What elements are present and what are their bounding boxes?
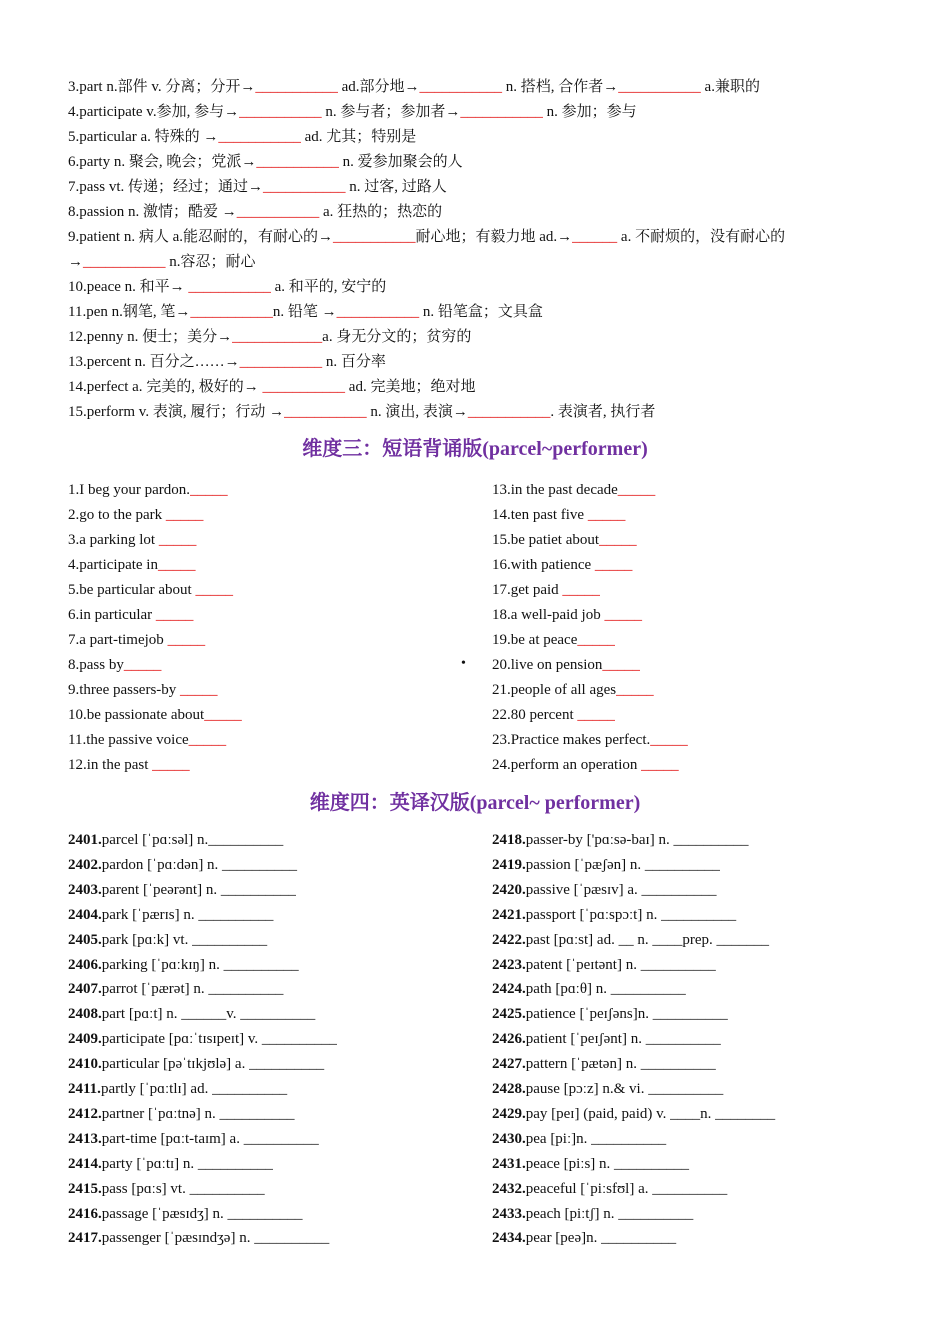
answer-blank[interactable]: ___________: [236, 204, 320, 220]
answer-blank[interactable]: ___________: [218, 129, 301, 145]
phrase-item: [492, 630, 615, 650]
line-text: 7.pass vt. 传递；经过；通过→: [68, 179, 264, 195]
line-text: 3.part n.部件 v. 分离；分开→: [68, 79, 256, 95]
answer-blank[interactable]: _____: [165, 507, 204, 523]
vocab-number: 2408.: [68, 1006, 102, 1023]
phrase-text: 6.in particular: [68, 607, 156, 623]
phrase-item: [492, 655, 640, 675]
answer-blank[interactable]: _____: [155, 607, 194, 623]
phrase-item: [68, 505, 203, 525]
vocab-item: [492, 1228, 676, 1248]
answer-blank[interactable]: ___________: [467, 404, 551, 420]
vocab-item: [68, 1204, 303, 1224]
vocab-entry[interactable]: part-time [pɑːt-taɪm] a. __________: [101, 1130, 319, 1147]
word-family-line: [68, 277, 386, 297]
answer-blank[interactable]: _____: [562, 582, 600, 598]
section4-title: 维度四：英译汉版(parcel~ performer): [309, 792, 641, 814]
phrase-text: 18.a well-paid job: [492, 607, 605, 623]
vocab-entry[interactable]: part [pɑːt] n. ______v. __________: [101, 1006, 316, 1023]
phrase-item: [492, 530, 637, 550]
answer-blank[interactable]: ___________: [332, 229, 416, 245]
phrase-item: [68, 605, 193, 625]
vocab-number: 2423.: [492, 956, 526, 973]
phrase-item: [492, 680, 654, 700]
phrase-text: 5.be particular about: [68, 582, 196, 598]
vocab-item: [492, 1204, 693, 1224]
phrase-text: 1.I beg your pardon.: [68, 482, 191, 498]
answer-blank[interactable]: _____: [641, 757, 679, 773]
word-family-line: [68, 402, 655, 422]
vocab-entry[interactable]: party [ˈpɑːtɪ] n. __________: [101, 1155, 273, 1172]
phrase-item: [68, 630, 205, 650]
phrase-item: [492, 505, 625, 525]
vocab-entry[interactable]: patient [ˈpeɪʃənt] n. __________: [525, 1031, 721, 1048]
vocab-number: 2430.: [492, 1130, 526, 1147]
line-text: 6.party n. 聚会, 晚会；党派→: [68, 154, 257, 170]
vocab-number: 2434.: [492, 1230, 526, 1247]
vocab-entry[interactable]: peach [piːtʃ] n. __________: [525, 1205, 694, 1222]
answer-blank[interactable]: _____: [167, 632, 206, 648]
vocab-number: 2405.: [68, 931, 102, 948]
vocab-number: 2418.: [492, 832, 526, 848]
answer-blank[interactable]: _____: [604, 607, 642, 623]
answer-blank[interactable]: ___________: [83, 254, 166, 270]
line-text: n. 爱参加聚会的人: [338, 154, 463, 170]
vocab-entry[interactable]: pea [piː]n. __________: [525, 1130, 667, 1147]
bullet-mark: •: [461, 656, 466, 671]
word-family-line: [68, 127, 416, 147]
phrase-text: 10.be passionate about: [68, 707, 205, 723]
phrase-text: 21.people of all ages: [492, 682, 617, 698]
vocab-number: 2422.: [492, 931, 526, 948]
vocab-item: [492, 1179, 727, 1199]
answer-blank[interactable]: ___________: [256, 154, 339, 170]
vocab-item: [68, 1004, 315, 1024]
line-text: a. 不耐烦的，没有耐心的: [617, 229, 786, 245]
line-text: 12.penny n. 便士；美分→: [68, 329, 233, 345]
answer-blank[interactable]: ______: [572, 229, 618, 245]
vocab-item: [492, 880, 717, 900]
vocab-item: [68, 855, 297, 875]
word-family-line: [68, 152, 463, 172]
vocab-number: 2406.: [68, 956, 102, 973]
vocab-number: 2427.: [492, 1056, 526, 1073]
vocab-number: 2424.: [492, 981, 526, 998]
answer-blank[interactable]: _____: [616, 682, 654, 698]
word-family-line: [68, 77, 760, 97]
line-text: n. 搭档, 合作者→: [502, 79, 619, 95]
answer-blank[interactable]: ___________: [618, 79, 701, 95]
answer-blank[interactable]: _____: [158, 532, 197, 548]
phrase-item: [68, 580, 233, 600]
word-family-line: [68, 102, 637, 122]
answer-blank[interactable]: _____: [204, 707, 242, 723]
vocab-item: [492, 1104, 775, 1124]
phrase-text: 20.live on pension: [492, 657, 603, 673]
phrase-item: [68, 530, 196, 550]
line-text: 4.participate v.参加, 参与→: [68, 104, 240, 120]
line-text: 11.pen n.钢笔, 笔→: [68, 304, 191, 320]
phrase-item: [68, 705, 242, 725]
phrase-text: 15.be patiet about: [492, 532, 600, 548]
word-family-line: [68, 252, 256, 272]
phrase-text: 7.a part-timejob: [68, 632, 168, 648]
vocab-number: 2411.: [68, 1081, 101, 1097]
phrase-text: 13.in the past decade: [492, 482, 618, 498]
answer-blank[interactable]: _____: [587, 507, 626, 523]
vocab-number: 2426.: [492, 1031, 526, 1048]
vocab-item: [492, 955, 716, 975]
answer-blank[interactable]: ____________: [232, 329, 323, 345]
vocab-number: 2432.: [492, 1180, 526, 1197]
answer-blank[interactable]: ___________: [262, 379, 346, 395]
phrase-text: 2.go to the park: [68, 507, 166, 523]
vocab-number: 2416.: [68, 1205, 102, 1222]
vocab-entry[interactable]: park [ˈpærɪs] n. __________: [101, 906, 274, 923]
phrase-text: 24.perform an operation: [492, 757, 642, 773]
word-family-line: [68, 302, 543, 322]
line-text: 13.percent n. 百分之……→: [68, 354, 240, 370]
answer-blank[interactable]: _____: [190, 482, 228, 498]
vocab-entry[interactable]: passer-by ['pɑːsə-baɪ] n. __________: [525, 832, 749, 848]
answer-blank[interactable]: _____: [577, 707, 615, 723]
vocab-item: [68, 905, 273, 925]
line-text: n.容忍；耐心: [165, 254, 256, 270]
line-text: n. 铅笔 →: [272, 304, 337, 320]
vocab-item: [492, 1029, 721, 1049]
line-text: n. 参加；参与: [542, 104, 637, 120]
vocab-number: 2431.: [492, 1155, 526, 1172]
line-text: a. 和平的, 安宁的: [270, 279, 387, 295]
vocab-number: 2412.: [68, 1105, 102, 1122]
line-text: n. 演出, 表演→: [366, 404, 468, 420]
vocab-item: [68, 1079, 287, 1099]
vocab-entry[interactable]: parcel [ˈpɑːsəl] n.__________: [101, 832, 284, 848]
vocab-entry[interactable]: park [pɑːk] vt. __________: [101, 931, 268, 948]
vocab-item: [68, 1228, 329, 1248]
line-text: . 表演者, 执行者: [550, 404, 656, 420]
answer-blank[interactable]: _____: [650, 732, 688, 748]
line-text: ad.部分地→: [337, 79, 420, 95]
phrase-text: 17.get paid: [492, 582, 563, 598]
vocab-entry[interactable]: patent [ˈpeɪtənt] n. __________: [525, 956, 716, 973]
vocab-item: [68, 979, 283, 999]
word-family-line: [68, 177, 447, 197]
line-text: 5.particular a. 特殊的 →: [68, 129, 219, 145]
phrase-item: [492, 605, 642, 625]
phrase-item: [492, 705, 615, 725]
vocab-entry[interactable]: particular [pəˈtɪkjʊlə] a. __________: [101, 1056, 325, 1073]
phrase-item: [68, 680, 218, 700]
phrase-text: 19.be at peace: [492, 632, 578, 648]
vocab-number: 2402.: [68, 856, 102, 873]
answer-blank[interactable]: ___________: [263, 179, 346, 195]
line-text: 14.perfect a. 完美的, 极好的→: [68, 379, 263, 395]
phrase-item: [492, 480, 655, 500]
answer-blank[interactable]: ___________: [255, 79, 338, 95]
vocab-item: [68, 1029, 337, 1049]
phrase-text: 4.participate in: [68, 557, 158, 573]
phrase-text: 23.Practice makes perfect.: [492, 732, 651, 748]
vocab-number: 2410.: [68, 1056, 102, 1073]
vocab-number: 2409.: [68, 1031, 102, 1048]
vocab-entry[interactable]: partner [ˈpɑːtnə] n. __________: [101, 1105, 295, 1122]
vocab-item: [492, 1054, 716, 1074]
answer-blank[interactable]: _____: [157, 557, 196, 573]
answer-blank[interactable]: ___________: [284, 404, 367, 420]
phrase-text: 16.with patience: [492, 557, 595, 573]
vocab-item: [492, 1004, 728, 1024]
vocab-entry[interactable]: peace [piːs] n. __________: [525, 1155, 690, 1172]
line-text: n. 参与者；参加者→: [321, 104, 461, 120]
vocab-item: [68, 880, 296, 900]
line-text: ad. 尤其；特别是: [300, 129, 417, 145]
vocab-number: 2425.: [492, 1006, 526, 1023]
line-text: 15.perform v. 表演, 履行；行动 →: [68, 404, 285, 420]
vocab-item: [68, 1104, 295, 1124]
vocab-item: [68, 1179, 265, 1199]
phrase-item: [68, 730, 226, 750]
vocab-item: [492, 1129, 666, 1149]
vocab-number: 2420.: [492, 881, 526, 898]
vocab-number: 2419.: [492, 856, 526, 873]
vocab-item: [492, 1079, 723, 1099]
phrase-text: 8.pass by: [68, 657, 124, 673]
phrase-item: [492, 730, 688, 750]
phrase-text: 12.in the past: [68, 757, 153, 773]
vocab-item: [68, 955, 299, 975]
phrase-text: 11.the passive voice: [68, 732, 189, 748]
answer-blank[interactable]: ___________: [239, 104, 322, 120]
vocab-entry[interactable]: parking [ˈpɑːkɪŋ] n. __________: [101, 956, 299, 973]
vocab-item: [492, 1154, 689, 1174]
line-text: →: [68, 254, 83, 270]
answer-blank[interactable]: _____: [188, 732, 227, 748]
answer-blank[interactable]: _____: [180, 682, 218, 698]
phrase-item: [68, 655, 161, 675]
vocab-number: 2414.: [68, 1155, 102, 1172]
word-family-line: [68, 327, 471, 347]
vocab-entry[interactable]: passive [ˈpæsɪv] a. __________: [525, 881, 717, 898]
answer-blank[interactable]: ___________: [188, 279, 271, 295]
vocab-entry[interactable]: partly [ˈpɑːtlɪ] ad. __________: [100, 1081, 288, 1097]
vocab-number: 2433.: [492, 1205, 526, 1222]
phrase-text: 14.ten past five: [492, 507, 588, 523]
line-text: 10.peace n. 和平→: [68, 279, 189, 295]
line-text: a.兼职的: [700, 79, 760, 95]
line-text: ad. 完美地；绝对地: [345, 379, 476, 395]
vocab-entry[interactable]: peaceful [ˈpiːsfʊl] a. __________: [525, 1180, 728, 1197]
vocab-number: 2413.: [68, 1130, 102, 1147]
vocab-entry[interactable]: pay [peɪ] (paid, paid) v. ____n. ________: [525, 1105, 776, 1122]
vocab-item: [68, 1129, 319, 1149]
line-text: a. 狂热的；热恋的: [319, 204, 443, 220]
vocab-item: [68, 1154, 273, 1174]
answer-blank[interactable]: _____: [617, 482, 656, 498]
answer-blank[interactable]: ___________: [239, 354, 323, 370]
vocab-entry[interactable]: pattern [ˈpætən] n. __________: [525, 1056, 716, 1073]
phrase-item: [492, 555, 632, 575]
vocab-item: [492, 979, 686, 999]
answer-blank[interactable]: ___________: [336, 304, 420, 320]
answer-blank[interactable]: _____: [577, 632, 615, 648]
vocab-entry[interactable]: passion [ˈpæʃən] n. __________: [525, 856, 720, 873]
vocab-entry[interactable]: participate [pɑːˈtɪsɪpeɪt] v. __________: [101, 1031, 337, 1048]
vocab-number: 2428.: [492, 1081, 526, 1097]
vocab-item: [68, 1054, 324, 1074]
vocab-entry[interactable]: parrot [ˈpærət] n. __________: [101, 981, 284, 998]
answer-blank[interactable]: _____: [599, 532, 637, 548]
line-text: 8.passion n. 激情；酷爱 →: [68, 204, 237, 220]
vocab-entry[interactable]: parent [ˈpeərənt] n. __________: [101, 881, 296, 898]
phrase-text: 9.three passers-by: [68, 682, 181, 698]
phrase-item: [68, 480, 228, 500]
answer-blank[interactable]: _____: [195, 582, 233, 598]
phrase-text: 22.80 percent: [492, 707, 578, 723]
word-family-line: [68, 202, 442, 222]
answer-blank[interactable]: _____: [123, 657, 162, 673]
answer-blank[interactable]: ___________: [419, 79, 503, 95]
vocab-entry[interactable]: passenger [ˈpæsɪndʒə] n. __________: [101, 1230, 330, 1247]
vocab-entry[interactable]: passport [ˈpɑːspɔːt] n. __________: [525, 906, 737, 923]
section3-title: 维度三：短语背诵版(parcel~performer): [302, 438, 648, 460]
line-text: n. 百分率: [322, 354, 386, 370]
vocab-entry[interactable]: patience [ˈpeɪʃəns]n. __________: [525, 1006, 728, 1023]
phrase-text: 3.a parking lot: [68, 532, 159, 548]
answer-blank[interactable]: ___________: [190, 304, 273, 320]
vocab-number: 2407.: [68, 981, 102, 998]
answer-blank[interactable]: _____: [152, 757, 190, 773]
vocab-item: [492, 855, 720, 875]
vocab-number: 2401.: [68, 832, 102, 848]
answer-blank[interactable]: ___________: [460, 104, 543, 120]
vocab-entry[interactable]: past [pɑːst] ad. __ n. ____prep. _______: [525, 931, 769, 948]
phrase-item: [492, 755, 679, 775]
vocab-entry[interactable]: pardon [ˈpɑːdən] n. __________: [101, 856, 298, 873]
word-family-line: [68, 352, 386, 372]
vocab-number: 2417.: [68, 1230, 102, 1247]
vocab-item: [68, 930, 267, 950]
phrase-item: [68, 555, 195, 575]
vocab-item: [68, 830, 283, 850]
vocab-item: [492, 830, 748, 850]
answer-blank[interactable]: _____: [602, 657, 640, 673]
vocab-number: 2421.: [492, 906, 526, 923]
line-text: n. 过客, 过路人: [345, 179, 447, 195]
vocab-number: 2415.: [68, 1180, 102, 1197]
vocab-entry[interactable]: pause [pɔːz] n.& vi. __________: [525, 1081, 724, 1097]
vocab-item: [492, 905, 736, 925]
phrase-item: [68, 755, 190, 775]
vocab-entry[interactable]: path [pɑːθ] n. __________: [525, 981, 686, 998]
vocab-entry[interactable]: passage [ˈpæsɪdʒ] n. __________: [101, 1205, 303, 1222]
vocab-item: [492, 930, 769, 950]
word-family-line: [68, 227, 785, 247]
phrase-item: [492, 580, 600, 600]
line-text: 耐心地；有毅力地 ad.→: [415, 229, 573, 245]
line-text: n. 铅笔盒；文具盒: [419, 304, 543, 320]
vocab-number: 2429.: [492, 1105, 526, 1122]
line-text: a. 身无分文的；贫穷的: [322, 329, 472, 345]
word-family-line: [68, 377, 475, 397]
vocab-entry[interactable]: pear [peə]n. __________: [525, 1230, 677, 1247]
vocab-entry[interactable]: pass [pɑːs] vt. __________: [101, 1180, 265, 1197]
line-text: 9.patient n. 病人 a.能忍耐的，有耐心的→: [68, 229, 333, 245]
answer-blank[interactable]: _____: [594, 557, 633, 573]
vocab-number: 2404.: [68, 906, 102, 923]
vocab-number: 2403.: [68, 881, 102, 898]
